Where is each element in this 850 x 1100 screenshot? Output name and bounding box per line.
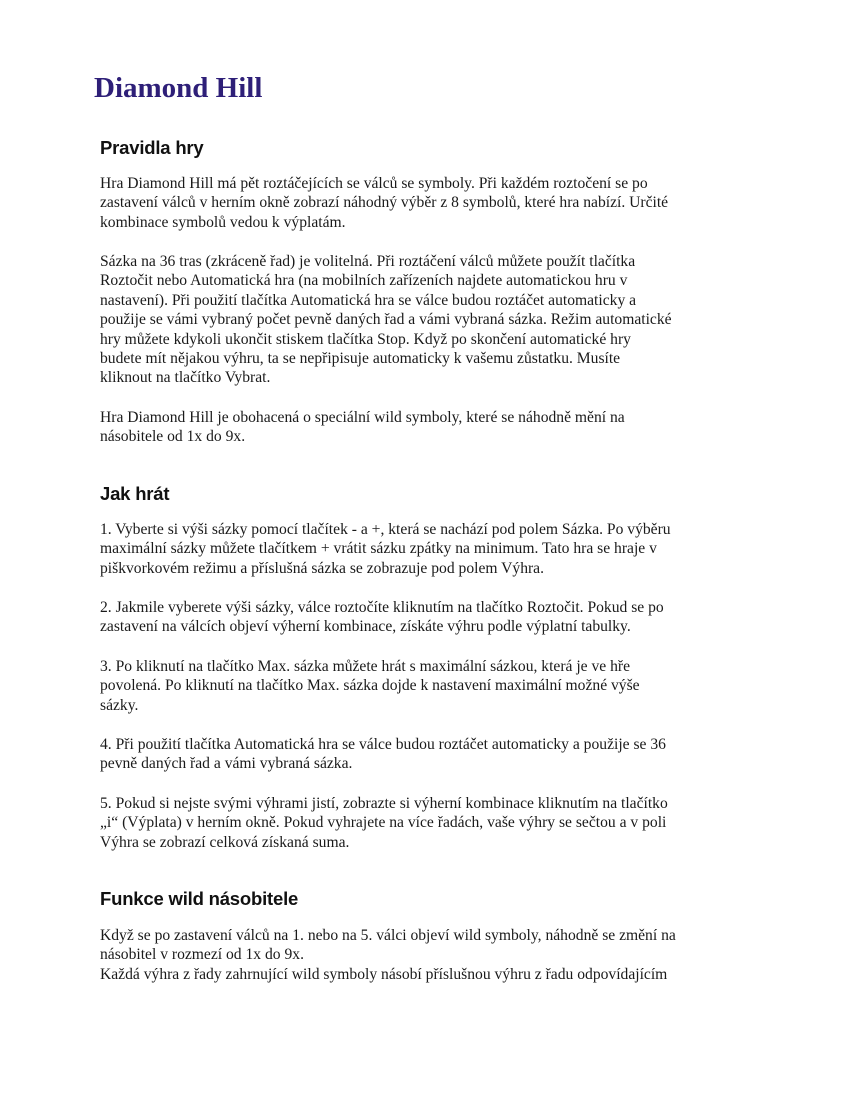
heading-jak-hrat: Jak hrát	[100, 483, 170, 504]
text-line: budete mít nějakou výhru, ta se nepřipisuje automaticky k vašemu zůstatku. Musíte	[100, 349, 621, 367]
text-line: Když se po zastavení válců na 1. nebo na 5. válci objeví wild symboly, náhodně se změní na	[100, 927, 676, 944]
text-line: 1. Vyberte si výši sázky pomocí tlačítek - a +, která se nachází pod polem Sázka. Po výběru	[100, 521, 671, 538]
text-line: nastavení). Při použití tlačítka Automatická hra se válce budou roztáčet automaticky a	[100, 291, 637, 309]
paragraph	[100, 408, 625, 447]
text-line: Hra Diamond Hill má pět roztáčejících se válců se symboly. Při každém roztočení se po	[100, 175, 648, 192]
paragraph	[100, 735, 666, 774]
paragraph	[100, 520, 671, 578]
paragraph	[100, 598, 664, 637]
text-line: 3. Po kliknutí na tlačítko Max. sázka můžete hrát s maximální sázkou, která je ve hře	[100, 658, 631, 675]
text-line: maximální sázky můžete tlačítkem + vrátit sázku zpátky na minimum. Tato hra se hraje v	[100, 540, 657, 558]
text-line: Sázka na 36 tras (zkráceně řad) je volitelná. Při roztáčení válců můžete použít tlačítka	[100, 253, 636, 270]
text-line: sázky.	[100, 696, 139, 714]
text-line: 5. Pokud si nejste svými výhrami jistí, zobrazte si výherní kombinace kliknutím na tlačítko	[100, 795, 668, 812]
text-line: zastavení válců v herním okně zobrazí náhodný výběr z 8 symbolů, které hra nabízí. Určité	[100, 194, 669, 212]
paragraph	[100, 794, 668, 852]
heading-pravidla-hry: Pravidla hry	[100, 137, 204, 158]
text-line: 2. Jakmile vyberete výši sázky, válce roztočíte kliknutím na tlačítko Roztočit. Pokud se po	[100, 599, 664, 616]
text-line: kliknout na tlačítko Vybrat.	[100, 369, 271, 387]
text-line: pevně daných řad a vámi vybraná sázka.	[100, 755, 353, 773]
text-line: Roztočit nebo Automatická hra (na mobilních zařízeních najdete automatickou hru v	[100, 272, 628, 290]
heading-funkce-wild-nasobitele: Funkce wild násobitele	[100, 888, 299, 909]
text-line: Výhra se zobrazí celková získaná suma.	[100, 833, 350, 851]
text-line: násobitele od 1x do 9x.	[100, 428, 246, 446]
text-line: kombinace symbolů vedou k výplatám.	[100, 213, 346, 231]
text-line: použije se vámi vybraný počet pevně daných řad a vámi vybraná sázka. Režim automatické	[100, 311, 672, 329]
document-title: Diamond Hill	[94, 72, 263, 104]
paragraph	[100, 174, 668, 232]
paragraph	[100, 252, 672, 388]
text-line: Hra Diamond Hill je obohacená o speciální wild symboly, které se náhodně mění na	[100, 409, 625, 426]
text-line: 4. Při použití tlačítka Automatická hra se válce budou roztáčet automaticky a použije se 36	[100, 736, 666, 753]
text-line: násobitel v rozmezí od 1x do 9x.	[100, 946, 304, 964]
text-line: hry můžete kdykoli ukončit stiskem tlačítka Stop. Když po skončení automatické hry	[100, 330, 631, 348]
paragraph	[100, 926, 676, 984]
text-line: piškvorkovém režimu a příslušná sázka se zobrazuje pod polem Výhra.	[100, 559, 545, 577]
text-line: „i“ (Výplata) v herním okně. Pokud vyhrajete na více řadách, vaše výhry se sečtou a v poli	[100, 814, 667, 832]
paragraph	[100, 657, 640, 715]
text-line: zastavení na válcích objeví výherní kombinace, získáte výhru podle výplatní tabulky.	[100, 618, 631, 636]
text-line: Každá výhra z řady zahrnující wild symboly násobí příslušnou výhru z řadu odpovídajícím	[100, 965, 668, 983]
text-line: povolená. Po kliknutí na tlačítko Max. sázka dojde k nastavení maximální možné výše	[100, 677, 640, 695]
